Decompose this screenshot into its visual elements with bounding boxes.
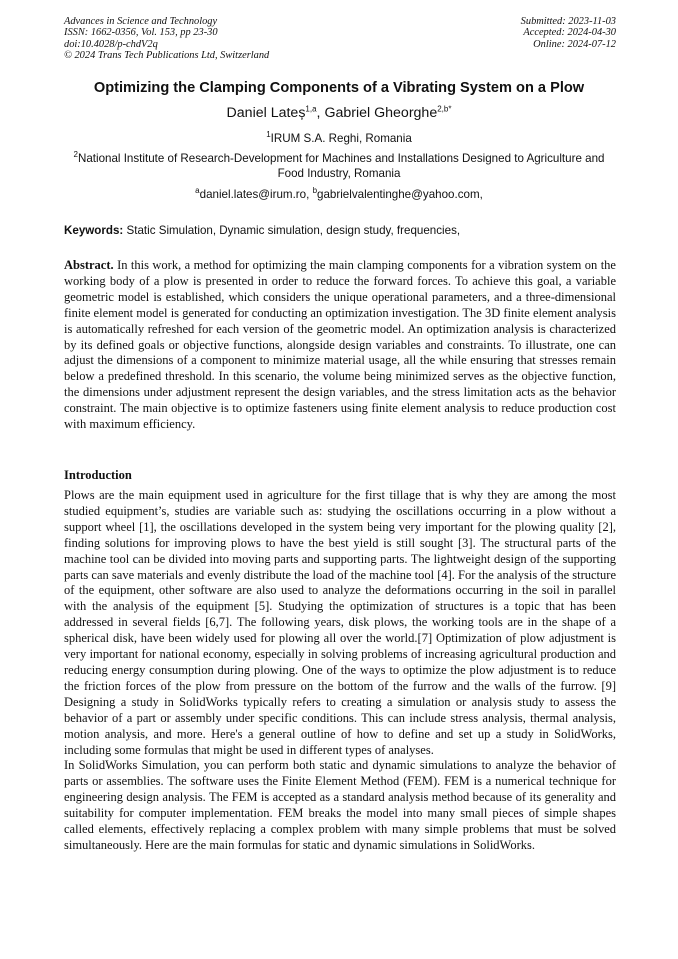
journal-name: Advances in Science and Technology: [64, 16, 218, 27]
issn-line: ISSN: 1662-0356, Vol. 153, pp 23-30: [64, 27, 218, 39]
introduction-heading: Introduction: [64, 468, 132, 482]
affiliation-1: [0, 132, 678, 145]
header-left: [64, 16, 269, 62]
paper-title: Optimizing the Clamping Components of a Vibrating System on a Plow: [93, 80, 585, 96]
keywords: [64, 224, 616, 237]
affiliation-2-mark: 2: [73, 150, 78, 160]
email-a: daniel.lates@irum.ro,: [199, 188, 313, 201]
keywords-label: Keywords:: [64, 224, 124, 237]
introduction-body: [64, 488, 616, 854]
affiliation-2: [60, 152, 618, 181]
email-b-mark: b: [312, 186, 318, 196]
submitted-date: Submitted: 2023-11-03: [520, 16, 616, 27]
abstract-text: In this work, a method for optimizing the main clamping components for a vibration system on the working body of a plow is presented in order to reduce the forward forces. To achieve this goal, a variable geometric model is established, which considers the unique operational parameters, and a three-dimensional finite element model is generated for conducting an optimization investigation. The 3D finite element analysis is automatically refreshed for each version of the geometric model. An optimization analysis is characterized by its defined goals or objective functions, alongside design variables and constraints. To illustrate, one can adjust the dimensions of a component to minimize material usage, all the while ensuring that stresses remain below a predefined threshold. In this scenario, the volume being minimized serves as the objective function, the dimensions under adjustment represent the design variables, and the stress limitation acts as the behavior constraint. The main objective is to optimize fasteners using finite element analysis to reduce production cost with maximum efficiency.: [64, 258, 616, 432]
email-a-mark: a: [195, 186, 200, 196]
author-1-affiliation-mark: 1,a: [305, 104, 317, 114]
doi-line: doi:10.4028/p-chdV2q: [64, 38, 158, 50]
email-line: [0, 188, 678, 201]
author-line: [0, 105, 678, 121]
keywords-text: Static Simulation, Dynamic simulation, design study, frequencies,: [123, 224, 461, 237]
email-b: gabrielvalentinghe@yahoo.com,: [317, 188, 483, 201]
abstract-label: Abstract.: [64, 258, 114, 272]
accepted-date: Accepted: 2024-04-30: [523, 27, 616, 39]
author-2-affiliation-mark: 2,b*: [437, 104, 452, 114]
introduction-paragraph-2: In SolidWorks Simulation, you can perform both static and dynamic simulations to analyze the behavior of parts or assemblies. The software uses the Finite Element Method (FEM). FEM is a numerical technique for engineering design analysis. The FEM is accepted as a standard analysis method because of its generality and suitability for computer implementation. FEM breaks the model into many small pieces of simple shapes called elements, effectively replacing a complex problem with many simple problems that must be solved simultaneously. Here are the main formulas for static and dynamic simulations in SolidWorks.: [64, 758, 616, 852]
author-2: Gabriel Gheorghe: [324, 105, 438, 121]
affiliation-2-text: National Institute of Research-Development for Machines and Installations Designed to Agriculture and Food Industry, Romania: [77, 152, 605, 180]
introduction-paragraph-1: Plows are the main equipment used in agriculture for the first tillage that is why they are among the most studied equipment’s, studies are variable such as: studying the oscillations occurring in a plow without a support wheel [1], the oscillations developed in the system being very important for the plowing quality [2], finding solutions for improving plows to have the best yield is still sought [3]. The structural parts of the machine tool can be divided into moving parts and supporting parts. The lightweight design of the supporting parts can save materials and evenly distribute the load of the machine tool [4]. For the analysis of the structure of the equipment, other software are also used to analyze the deformations occurring in the soil in parallel with the analysis of the equipment [5]. Studying the optimization of structures is a topic that has been addressed in several fields [6,7]. The following years, disk plows, the working tools are in the shape of a spherical disk, have been widely used for plowing all over the world.[7] Optimization of plow adjustment is very important for national economy, especially in solving problems of increasing agricultural production and reducing energy consumption during plowing. One of the ways to optimize the plow adjustment is to reduce the friction forces of the plow from pressure on the bottom of the furrow and the walls of the furrow. [9] Designing a study in SolidWorks typically refers to creating a simulation or analysis study to assess the behavior of a part or assembly under specific conditions. This can include stress analysis, thermal analysis, motion analysis, and more. Here's a general outline of how to define and set up a study in SolidWorks, including some formulas that might be used in different types of analyses.: [64, 488, 616, 757]
affiliation-1-text: IRUM S.A. Reghi, Romania: [270, 132, 412, 145]
online-date: Online: 2024-07-12: [533, 38, 616, 50]
affiliation-1-mark: 1: [266, 130, 271, 140]
abstract: [64, 258, 616, 433]
header-right: [521, 16, 616, 50]
author-separator: ,: [316, 105, 325, 121]
copyright-line: © 2024 Trans Tech Publications Ltd, Switzerland: [64, 50, 270, 62]
author-1: Daniel Lateș: [226, 105, 306, 121]
